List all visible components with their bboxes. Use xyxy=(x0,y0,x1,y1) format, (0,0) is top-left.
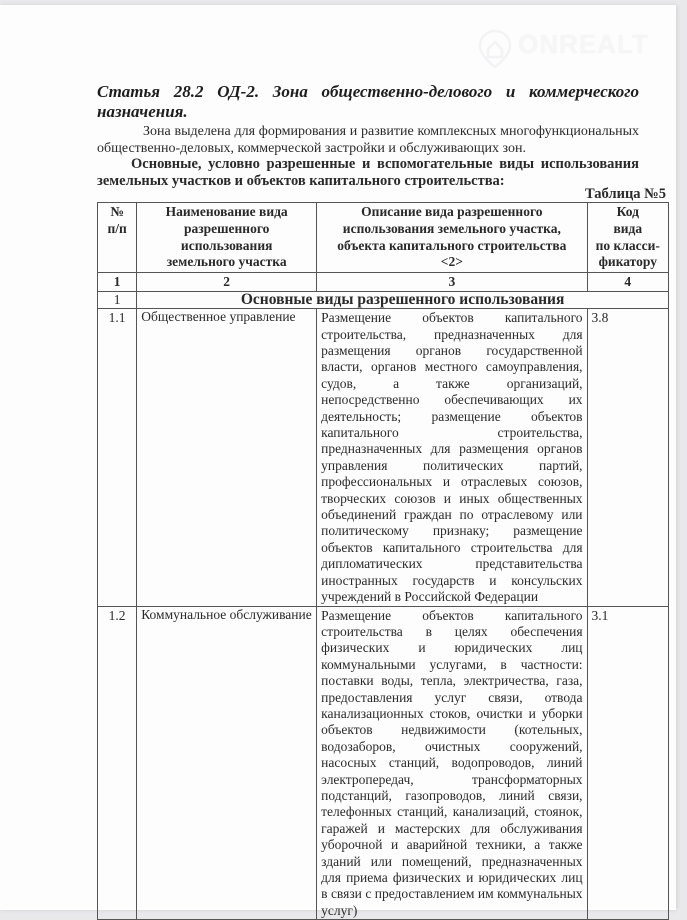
table-header-row xyxy=(98,203,669,273)
header-line: вида xyxy=(613,220,643,236)
header-name xyxy=(137,203,317,273)
house-pin-icon xyxy=(478,29,512,69)
header-line: Наименование вида xyxy=(165,204,288,219)
row-description: Размещение объектов капитального строительства в целях обеспечения физических и юридических лиц коммунальными услугами, в частности: поставки воды, тепла, электричества, газа, предоставления услуг связи, отвода канализационных стоков, очистки и уборки объектов недвижимости (котельных, водозаборов, очистных сооружений, насосных станций, водопроводов, линий электропередач, трансформаторных подстанций, газопроводов, линий связи, телефонных станций, канализаций, стоянок, гаражей и мастерских для обслуживания уборочной и аварийной техники, а также зданий или помещений, предназначенных для приема физических и юридических лиц в связи с предоставлением им коммунальных услуг) xyxy=(317,606,587,920)
column-number: 1 xyxy=(98,273,137,292)
header-code xyxy=(587,203,668,273)
row-name: Общественное управление xyxy=(137,309,317,606)
section-title: Основные виды разрешенного использования xyxy=(137,292,669,309)
article-title xyxy=(97,82,639,122)
column-number-row xyxy=(98,273,669,292)
header-line: № xyxy=(110,204,124,219)
header-line: фикатору xyxy=(598,254,657,270)
column-number: 4 xyxy=(587,273,668,292)
column-number: 3 xyxy=(317,273,587,292)
header-line: разрешенного xyxy=(183,220,270,236)
header-line: земельного участка xyxy=(166,254,287,270)
intro-paragraph xyxy=(97,123,639,157)
section-number: 1 xyxy=(98,292,137,309)
header-description xyxy=(317,203,587,273)
row-description: Размещение объектов капитального строительства, предназначенных для размещения органов государственной власти, органов местного самоуправления, судов, а также организаций, непосредственно обеспечивающих их деятельность; размещение объектов капитального строительства, предназначенных для размещения органов управления политических партий, профессиональных и отраслевых союзов, творческих союзов и иных общественных объединений граждан по отраслевому или политическому признаку; размещение объектов капитального строительства для дипломатических представительства иностранных государств и консульских учреждений в Российской Федерации xyxy=(317,309,587,606)
header-line: <2> xyxy=(440,254,463,270)
header-line: объекта капитального строительства xyxy=(337,237,567,253)
row-number: 1.1 xyxy=(98,309,137,606)
column-number: 2 xyxy=(137,273,317,292)
header-line: Код xyxy=(616,204,639,219)
row-number: 1.2 xyxy=(98,606,137,920)
row-code: 3.8 xyxy=(587,309,668,606)
row-name: Коммунальное обслуживание xyxy=(137,606,317,920)
article-title-line1: Статья 28.2 ОД-2. Зона общественно-делового и коммерческого xyxy=(97,82,639,101)
uses-subtitle xyxy=(97,156,639,190)
header-number xyxy=(98,203,137,273)
watermark-brand: ONREALT xyxy=(518,29,649,59)
uses-subtitle-line2: земельных участков и объектов капитального строительства: xyxy=(97,173,505,189)
table-label: Таблица №5 xyxy=(585,186,666,202)
watermark xyxy=(478,27,678,71)
header-line: использования xyxy=(180,237,273,253)
document-page xyxy=(0,5,676,918)
land-use-table xyxy=(97,202,669,920)
header-line: по класси- xyxy=(595,237,660,253)
table-row xyxy=(98,309,669,606)
header-line: использования земельного участка, xyxy=(342,220,561,236)
intro-text: Зона выделена для формирования и развитие комплексных многофункциональных общественно-деловых, коммерческой застройки и обслуживающих зон. xyxy=(97,124,639,156)
uses-subtitle-line1: Основные, условно разрешенные и вспомогательные виды использования xyxy=(131,156,639,172)
article-title-line2: назначения. xyxy=(97,102,188,121)
header-line: Описание вида разрешенного xyxy=(361,204,543,219)
section-row xyxy=(98,292,669,309)
row-code: 3.1 xyxy=(587,606,668,920)
table-row xyxy=(98,606,669,920)
header-line: п/п xyxy=(107,220,127,236)
